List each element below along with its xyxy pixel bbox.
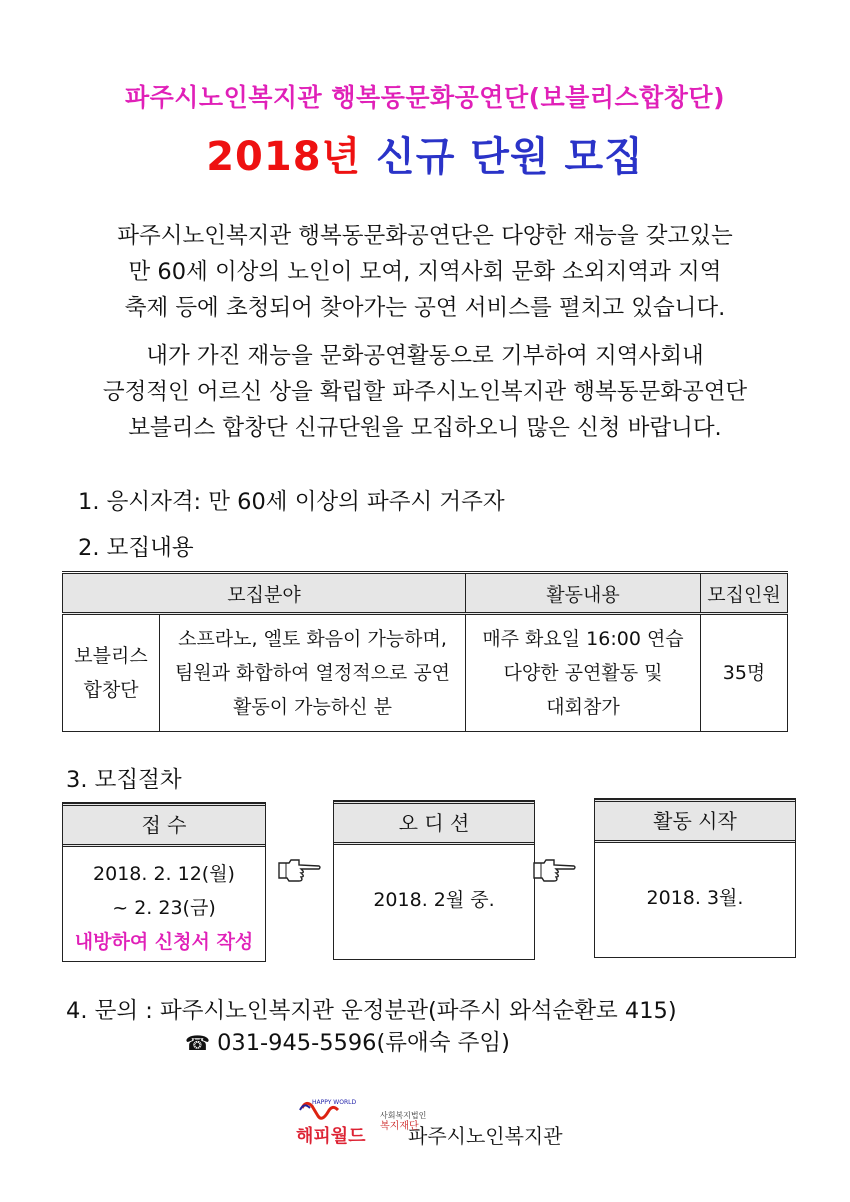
section-procedure: 3. 모집절차 [66,767,182,793]
step-title: 접 수 [63,803,265,847]
title-year: 2018년 [206,134,362,180]
cell-activity: 매주 화요일 16:00 연습 다양한 공연활동 및 대회참가 [466,614,701,732]
step-body: 2018. 2월 중. [373,889,495,911]
header-field: 모집분야 [63,573,466,614]
section-eligibility: 1. 응시자격: 만 60세 이상의 파주시 거주자 [78,489,505,515]
intro-line: 보블리스 합창단 신규단원을 모집하오니 많은 신청 바랍니다. [128,415,722,441]
step-activity-start [594,798,796,958]
step-body: 2018. 2. 12(월) ~ 2. 23(금) 내방하여 신청서 작성 [63,847,265,959]
step-title: 활동 시작 [595,799,795,843]
header-activity: 활동내용 [466,573,701,614]
table-header-row [63,573,788,614]
intro-line: 축제 등에 초청되어 찾아가는 공연 서비스를 펼치고 있습니다. [124,295,726,321]
cell-field: 보블리스 합창단 [63,614,160,732]
recruit-table [62,571,788,732]
step-title: 오 디 션 [334,801,534,845]
svg-text:HAPPY WORLD: HAPPY WORLD [312,1099,357,1106]
svg-text:해피월드: 해피월드 [296,1126,366,1147]
page-title [0,125,850,182]
footer-logo [292,1096,582,1152]
step-body: 2018. 3월. [646,887,744,909]
contact-address: 4. 문의 : 파주시노인복지관 운정분관(파주시 와석순환로 415) [66,998,677,1024]
cell-count: 35명 [701,614,788,732]
subtitle: 파주시노인복지관 행복동문화공연단(보블리스합창단) [124,83,725,112]
pointing-hand-icon [532,857,576,883]
section-recruit-content: 2. 모집내용 [78,535,194,561]
footer-org-name: 파주시노인복지관 [408,1124,563,1148]
intro-line: 긍정적인 어르신 상을 확립할 파주시노인복지관 행복동문화공연단 [102,379,748,405]
contact-phone: 031-945-5596(류애숙 주임) [217,1030,510,1056]
title-rest: 신규 단원 모집 [361,134,644,180]
telephone-icon: ☎ [185,1031,210,1055]
intro-paragraph-2 [40,338,810,446]
intro-line: 파주시노인복지관 행복동문화공연단은 다양한 재능을 갖고있는 [117,223,733,249]
contact-phone-row [185,1025,510,1057]
step-audition [333,800,535,960]
intro-line: 내가 가진 재능을 문화공연활동으로 기부하여 지역사회내 [146,343,704,369]
cell-requirement: 소프라노, 엘토 화음이 가능하며, 팀원과 화합하여 열정적으로 공연 활동이 가능하신 분 [160,614,466,732]
step-receipt [62,802,266,962]
table-row [63,614,788,732]
step-note: 내방하여 신청서 작성 [74,931,254,953]
intro-line: 만 60세 이상의 노인이 모여, 지역사회 문화 소외지역과 지역 [128,259,722,285]
foundation-label: 사회복지법인 복지재단 [380,1111,427,1132]
header-count: 모집인원 [701,573,788,614]
pointing-hand-icon [277,857,321,883]
intro-paragraph-1 [40,218,810,326]
